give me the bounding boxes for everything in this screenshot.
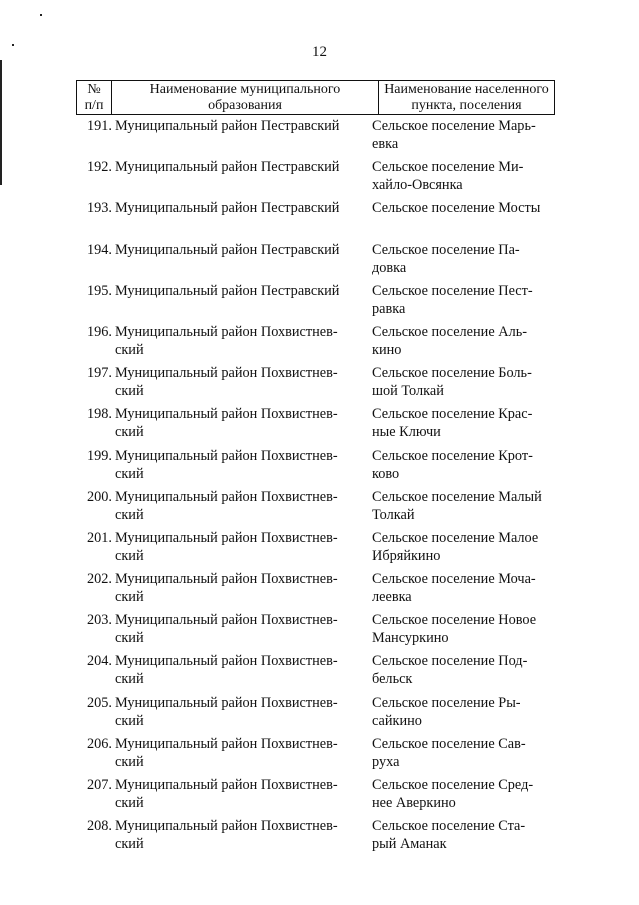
municipality-name: [115, 364, 365, 400]
header-municipality-cell: [112, 81, 379, 115]
municipality-name-line: ский: [115, 383, 144, 400]
municipality-name-line: ский: [115, 712, 144, 729]
settlement-name-line: Сельское поселение Аль-: [372, 323, 527, 340]
municipality-name: [115, 652, 365, 688]
settlement-name: [372, 199, 555, 217]
row-number: 208.: [86, 818, 112, 835]
row-number: 197.: [86, 365, 112, 382]
row-number: 194.: [86, 241, 112, 258]
municipality-name-line: Муниципальный район Похвистнев-: [115, 447, 338, 464]
municipality-name-line: Муниципальный район Похвистнев-: [115, 653, 338, 670]
settlement-name-line: Сельское поселение Пест-: [372, 282, 533, 299]
scan-mark-dot: [40, 14, 42, 16]
municipality-name: [115, 241, 365, 259]
table-row: [76, 694, 555, 735]
settlement-name-line: Сельское поселение Крот-: [372, 447, 533, 464]
row-number: 195.: [86, 282, 112, 299]
settlement-name-line: Ибряйкино: [372, 547, 441, 564]
settlement-name-line: Толкай: [372, 506, 415, 523]
row-number: 191.: [86, 118, 112, 134]
municipality-name-line: ский: [115, 424, 144, 441]
municipality-name: [115, 447, 365, 483]
municipality-name-line: Муниципальный район Пестравский: [115, 118, 340, 134]
header-settlement-cell: [379, 81, 555, 115]
settlement-name: [372, 117, 555, 153]
table-row: [76, 735, 555, 776]
municipality-name: [115, 488, 365, 524]
settlement-name: [372, 611, 555, 647]
settlement-name-line: Сельское поселение Малое: [372, 529, 539, 546]
page-number: 12: [312, 44, 327, 60]
municipality-name-line: ский: [115, 753, 144, 770]
municipality-name: [115, 199, 365, 217]
settlement-name-line: Мансуркино: [372, 630, 449, 647]
settlement-name: [372, 776, 555, 812]
municipality-name-line: ский: [115, 671, 144, 688]
municipality-name-line: ский: [115, 795, 144, 811]
settlement-name-line: равка: [372, 300, 406, 317]
settlement-name-line: евка: [372, 136, 399, 152]
municipality-name: [115, 323, 365, 359]
row-number: 201.: [86, 529, 112, 546]
header-settlement-line2: пункта, поселения: [411, 98, 522, 113]
settlement-name: [372, 364, 555, 400]
municipality-name-line: Муниципальный район Пестравский: [115, 159, 340, 176]
row-number: 192.: [86, 159, 112, 176]
table-row: [76, 199, 555, 240]
municipality-name-line: Муниципальный район Похвистнев-: [115, 488, 338, 505]
settlement-name-line: леевка: [372, 589, 412, 606]
header-municipality-line2: образования: [208, 98, 282, 113]
row-number: 199.: [86, 447, 112, 464]
municipality-name: [115, 158, 365, 176]
municipality-name-line: Муниципальный район Похвистнев-: [115, 735, 338, 752]
municipality-name-line: Муниципальный район Похвистнев-: [115, 529, 338, 546]
table-row: [76, 611, 555, 652]
settlement-name-line: нее Аверкино: [372, 795, 456, 811]
header-number-cell: [77, 81, 112, 115]
settlement-name-line: Сельское поселение Новое: [372, 612, 537, 629]
municipality-name-line: Муниципальный район Похвистнев-: [115, 365, 338, 382]
settlement-name-line: Сельское поселение Сав-: [372, 735, 526, 752]
settlement-name-line: довка: [372, 259, 407, 276]
table-row: [76, 117, 555, 158]
municipality-name: [115, 817, 365, 853]
settlement-name: [372, 447, 555, 483]
table-row: [76, 652, 555, 693]
municipality-name: [115, 735, 365, 771]
settlement-name-line: Сельское поселение Боль-: [372, 365, 532, 382]
settlement-name-line: сайкино: [372, 712, 422, 729]
settlement-name-line: Сельское поселение Малый: [372, 488, 542, 505]
settlement-name-line: хайло-Овсянка: [372, 177, 463, 194]
settlement-name: [372, 158, 555, 194]
row-number: 207.: [86, 777, 112, 793]
table-row: [76, 529, 555, 570]
row-number: 206.: [86, 735, 112, 752]
municipality-name: [115, 570, 365, 606]
settlement-name-line: Сельское поселение Па-: [372, 241, 520, 258]
table-row: [76, 241, 555, 282]
settlement-name-line: рый Аманак: [372, 836, 447, 853]
table-header: [76, 80, 555, 115]
table-row: [76, 447, 555, 488]
row-number: 198.: [86, 406, 112, 423]
row-number: 200.: [86, 488, 112, 505]
settlement-name-line: бельск: [372, 671, 413, 688]
municipality-name-line: Муниципальный район Похвистнев-: [115, 818, 338, 835]
table-row: [76, 488, 555, 529]
municipality-name-line: Муниципальный район Похвистнев-: [115, 694, 338, 711]
municipality-name-line: Муниципальный район Похвистнев-: [115, 612, 338, 629]
municipality-name-line: Муниципальный район Пестравский: [115, 282, 340, 299]
municipality-name-line: Муниципальный район Похвистнев-: [115, 323, 338, 340]
settlement-name-line: шой Толкай: [372, 383, 444, 400]
table-row: [76, 323, 555, 364]
settlement-name: [372, 570, 555, 606]
municipality-name-line: ский: [115, 341, 144, 358]
settlement-name: [372, 694, 555, 730]
municipality-name: [115, 776, 365, 812]
settlement-name-line: Сельское поселение Марь-: [372, 118, 536, 134]
settlement-name-line: Сельское поселение Мосты: [372, 200, 541, 217]
municipality-name-line: Муниципальный район Похвистнев-: [115, 777, 338, 793]
table-row: [76, 570, 555, 611]
settlement-name: [372, 529, 555, 565]
table-row: [76, 364, 555, 405]
municipality-name-line: ский: [115, 506, 144, 523]
table-row: [76, 776, 555, 817]
settlement-name-line: Сельское поселение Ми-: [372, 159, 524, 176]
settlement-name: [372, 488, 555, 524]
header-municipality-line1: Наименование муниципального: [149, 82, 341, 97]
row-number: 205.: [86, 694, 112, 711]
municipality-name-line: Муниципальный район Пестравский: [115, 241, 340, 258]
settlement-name: [372, 323, 555, 359]
municipality-name: [115, 694, 365, 730]
settlement-name: [372, 282, 555, 318]
settlement-name-line: Сельское поселение Ста-: [372, 818, 526, 835]
settlement-name: [372, 652, 555, 688]
row-number: 196.: [86, 323, 112, 340]
municipality-name: [115, 529, 365, 565]
settlement-name-line: ные Ключи: [372, 424, 441, 441]
municipality-name-line: ский: [115, 836, 144, 853]
settlement-name-line: ково: [372, 465, 400, 482]
settlement-name: [372, 405, 555, 441]
settlement-name-line: кино: [372, 341, 402, 358]
municipality-name-line: ский: [115, 630, 144, 647]
table-row: [76, 817, 555, 858]
settlement-name: [372, 241, 555, 277]
settlement-name-line: руха: [372, 753, 400, 770]
settlement-name-line: Сельское поселение Под-: [372, 653, 528, 670]
settlement-name-line: Сельское поселение Моча-: [372, 571, 536, 588]
table-row: [76, 282, 555, 323]
settlement-name: [372, 817, 555, 853]
municipality-name-line: ский: [115, 547, 144, 564]
row-number: 203.: [86, 612, 112, 629]
municipality-name-line: Муниципальный район Похвистнев-: [115, 406, 338, 423]
municipality-name: [115, 611, 365, 647]
settlement-name: [372, 735, 555, 771]
table-row: [76, 405, 555, 446]
row-number: 193.: [86, 200, 112, 217]
municipality-name: [115, 405, 365, 441]
header-number-line2: п/п: [84, 98, 104, 113]
table-row: [76, 158, 555, 199]
settlement-name-line: Сельское поселение Сред-: [372, 777, 534, 793]
municipality-name-line: ский: [115, 589, 144, 606]
settlement-name-line: Сельское поселение Крас-: [372, 406, 533, 423]
table-body: [76, 117, 555, 858]
municipality-name-line: ский: [115, 465, 144, 482]
row-number: 204.: [86, 653, 112, 670]
municipality-name-line: Муниципальный район Похвистнев-: [115, 571, 338, 588]
header-number-line1: №: [87, 82, 101, 97]
municipality-name: [115, 282, 365, 300]
scan-edge-line: [0, 60, 2, 185]
header-settlement-line1: Наименование населенного: [384, 82, 549, 97]
settlement-name-line: Сельское поселение Ры-: [372, 694, 521, 711]
municipality-name-line: Муниципальный район Пестравский: [115, 200, 340, 217]
municipality-name: [115, 117, 365, 135]
row-number: 202.: [86, 571, 112, 588]
